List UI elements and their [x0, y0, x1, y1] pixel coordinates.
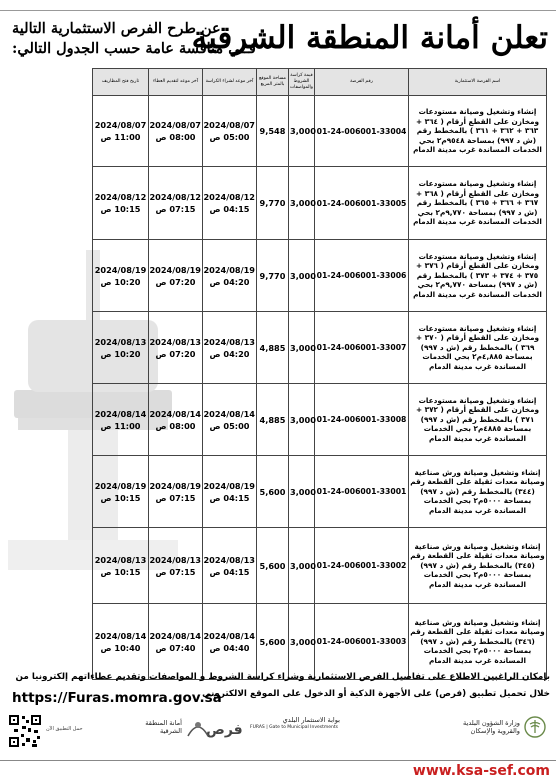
d3-time: 11:00 ص — [100, 132, 141, 142]
cell-area: 9,548 — [257, 96, 289, 167]
ministry-logo — [450, 716, 546, 738]
header-ref: رقم الفرصة — [315, 69, 409, 96]
header-d3: تاريخ فتح المظاريف — [93, 69, 149, 96]
furas-logo: فرص — [206, 722, 243, 738]
cell-d2 — [149, 528, 203, 604]
cell-area: 5,600 — [257, 604, 289, 680]
table-row — [93, 528, 547, 604]
cell-d3 — [93, 96, 149, 167]
logos-strip — [6, 712, 550, 754]
footer-notice — [6, 670, 550, 706]
d2-date: 2024/08/07 — [149, 120, 201, 130]
cell-ref: 01-24-006001-33002 — [315, 528, 409, 604]
cell-price: 3,000 — [289, 604, 315, 680]
cell-ref: 01-24-006001-33008 — [315, 384, 409, 456]
d2-date: 2024/08/14 — [149, 630, 201, 641]
opportunities-table — [92, 68, 547, 680]
d2-time: 07:20 ص — [155, 276, 196, 287]
d1-date: 2024/08/07 — [203, 120, 255, 130]
cell-d3 — [93, 384, 149, 456]
sub-title-2: فــي منافسة عامة حسب الجدول التالي: — [12, 40, 256, 57]
cell-desc: إنشاء وتشغيل وصيانة مستودعات ومخازن على القطع أرقام ( ٣٧٦ + ٣٧٥ + ٣٧٤ + ٣٧٣ ) بالمخطط رقم (ش د ٩٩٧) بمساحة ٩,٧٧٠م٢ بحي الخدمات المساندة غرب مدينة الدمام — [409, 240, 547, 312]
cell-area: 9,770 — [257, 240, 289, 312]
amanah-name: أمانة المنطقة الشرقية — [145, 719, 182, 735]
source-website: www.ksa-sef.com — [412, 763, 550, 779]
d1-date: 2024/08/14 — [203, 408, 255, 419]
cell-price: 3,000 — [289, 312, 315, 384]
header-d2: آخر موعد لتقديم العطاء — [149, 69, 203, 96]
d1-time: 04:15 ص — [209, 492, 250, 503]
cell-d1 — [203, 96, 257, 167]
footer-line-1: بإمكان الراغبين الاطلاع على تفاصيل الفرص الاستثمارية وشراء كراسة الشروط و المواصفات وتقديم عطاءاتهم إلكترونيا من — [15, 672, 550, 682]
cell-d2 — [149, 240, 203, 312]
d1-time: 04:15 ص — [209, 204, 250, 214]
qr-label: حمل التطبيق الآن — [46, 726, 83, 732]
d1-date: 2024/08/12 — [203, 192, 255, 202]
d3-time: 10:15 ص — [100, 204, 141, 214]
header-d1: آخر موعد لشراء الكراسة — [203, 69, 257, 96]
cell-d1 — [203, 528, 257, 604]
cell-d2 — [149, 384, 203, 456]
cell-ref: 01-24-006001-33003 — [315, 604, 409, 680]
d3-time: 10:15 ص — [100, 566, 141, 577]
d3-date: 2024/08/07 — [94, 120, 147, 130]
cell-d3 — [93, 528, 149, 604]
d2-time: 08:00 ص — [155, 420, 196, 431]
d2-time: 07:20 ص — [155, 348, 196, 359]
cell-d2 — [149, 96, 203, 167]
header-desc: اسم الفرصة الاستثمارية — [409, 69, 547, 96]
cell-price: 3,000 — [289, 240, 315, 312]
cell-ref: 01-24-006001-33007 — [315, 312, 409, 384]
cell-area: 5,600 — [257, 456, 289, 528]
d1-date: 2024/08/19 — [203, 480, 255, 491]
table-row — [93, 96, 547, 167]
cell-desc: إنشاء وتشغيل وصيانة ورش صناعية وصيانة معدات ثقيلة على القطعة رقم (٣٤٥) بالمخطط رقم (ش د ٩٩٧) بمساحة ٥٠٠٠م٢ بحي الخدمات المساندة غرب مدينة الدمام — [409, 528, 547, 604]
d2-date: 2024/08/14 — [149, 408, 201, 419]
d2-time: 07:15 ص — [155, 492, 196, 503]
portal-name-en: FURAS | Gate to Municipal Investments — [250, 725, 338, 730]
cell-desc: إنشاء وتشغيل وصيانة مستودعات ومخازن على القطع أرقام ( ٣٧٠ + ٣٦٩ ) بالمخطط رقم (ش د ٩٩٧) بمساحة ٤,٨٨٥م٢ بحي الخدمات المساندة غرب مدينة الدمام — [409, 312, 547, 384]
portal-logo — [250, 716, 340, 732]
d3-time: 11:00 ص — [100, 420, 141, 431]
palm-emblem-icon — [524, 716, 546, 738]
cell-d3 — [93, 456, 149, 528]
ad-header — [6, 14, 550, 66]
d3-date: 2024/08/19 — [94, 264, 147, 275]
footer-line-2: خلال تحميل تطبيق (فرص) على الأجهزة الذكية أو الدخول على الموقع الالكتروني — [202, 689, 550, 699]
cell-desc: إنشاء وتشغيل وصيانة مستودعات ومخازن على القطع أرقام ( ٣٧٢ + ٣٧١ ) بالمخطط رقم (ش د ٩٩٧) بمساحة ٤٨٨٥م٢ بحي الخدمات المساندة غرب مدينة الدمام — [409, 384, 547, 456]
d1-time: 04:15 ص — [209, 566, 250, 577]
cell-d2 — [149, 312, 203, 384]
portal-name: بوابة الاستثمار البلدي — [282, 716, 340, 724]
table-row — [93, 167, 547, 240]
table-row — [93, 384, 547, 456]
d2-time: 07:15 ص — [155, 204, 196, 214]
d1-time: 04:20 ص — [209, 276, 250, 287]
cell-area: 4,885 — [257, 312, 289, 384]
cell-d2 — [149, 456, 203, 528]
d2-date: 2024/08/12 — [149, 192, 201, 202]
d2-date: 2024/08/13 — [149, 554, 201, 565]
cell-area: 9,770 — [257, 167, 289, 240]
table-row — [93, 312, 547, 384]
cell-price: 3,000 — [289, 167, 315, 240]
cell-d1 — [203, 456, 257, 528]
table-row — [93, 240, 547, 312]
main-title: تعلن أمانة المنطقة الشرقية — [191, 20, 548, 56]
cell-ref: 01-24-006001-33006 — [315, 240, 409, 312]
d3-date: 2024/08/13 — [94, 336, 147, 347]
cell-d3 — [93, 604, 149, 680]
cell-d1 — [203, 604, 257, 680]
cell-desc: إنشاء وتشغيل وصيانة مستودعات ومخازن على القطع أرقام ( ٣٦٨ + ٣٦٧ + ٣٦٦ + ٣٦٥ ) بالمخطط رقم (ش د ٩٩٧) بمساحة ٩,٧٧٠م٢ بحي الخدمات المساندة غرب مدينة الدمام — [409, 167, 547, 240]
d3-time: 10:15 ص — [100, 492, 141, 503]
ministry-name: وزارة الشؤون البلدية والقروية والإسكان — [462, 719, 520, 735]
furas-url-link[interactable]: https://Furas.momra.gov.sa — [12, 690, 222, 706]
sub-title-1: عن طرح الفرص الاستثمارية التالية — [12, 20, 221, 37]
amanah-logo — [124, 716, 210, 738]
d3-date: 2024/08/19 — [94, 480, 147, 491]
d2-date: 2024/08/13 — [149, 336, 201, 347]
cell-d3 — [93, 240, 149, 312]
header-area: مساحة الموقع بالمتر المربع — [257, 69, 289, 96]
cell-ref: 01-24-006001-33004 — [315, 96, 409, 167]
d2-time: 07:15 ص — [155, 566, 196, 577]
d2-time: 08:00 ص — [155, 132, 196, 142]
header-price: قيمة كراسة الشروط والمواصفات — [289, 69, 315, 96]
qr-code-icon[interactable] — [8, 714, 42, 748]
divider — [0, 760, 556, 761]
d3-date: 2024/08/14 — [94, 630, 147, 641]
d1-date: 2024/08/19 — [203, 264, 255, 275]
table-header-row — [93, 69, 547, 96]
cell-area: 5,600 — [257, 528, 289, 604]
cell-d1 — [203, 240, 257, 312]
d3-time: 10:40 ص — [100, 642, 141, 653]
d3-date: 2024/08/14 — [94, 408, 147, 419]
d2-date: 2024/08/19 — [149, 264, 201, 275]
cell-d1 — [203, 384, 257, 456]
d1-date: 2024/08/13 — [203, 336, 255, 347]
d3-date: 2024/08/12 — [94, 192, 147, 202]
d1-date: 2024/08/14 — [203, 630, 255, 641]
table-row — [93, 604, 547, 680]
cell-desc: إنشاء وتشغيل وصيانة ورش صناعية وصيانة معدات ثقيلة على القطعة رقم (٣٤٦) بالمخطط رقم (ش د ٩٩٧) بمساحة ٥٠٠٠م٢ بحي الخدمات المساندة غرب مدينة الدمام — [409, 604, 547, 680]
cell-d2 — [149, 167, 203, 240]
cell-price: 3,000 — [289, 528, 315, 604]
d3-time: 10:20 ص — [100, 276, 141, 287]
cell-desc: إنشاء وتشغيل وصيانة ورش صناعية وصيانة معدات ثقيلة على القطعة رقم (٣٤٤) بالمخطط رقم (ش د ٩٩٧) بمساحة ٥٠٠٠م٢ بحي الخدمات المساندة غرب مدينة الدمام — [409, 456, 547, 528]
cell-d2 — [149, 604, 203, 680]
amanah-emblem-icon — [186, 716, 210, 738]
cell-price: 3,000 — [289, 96, 315, 167]
table-row — [93, 456, 547, 528]
cell-d1 — [203, 312, 257, 384]
cell-ref: 01-24-006001-33001 — [315, 456, 409, 528]
cell-d3 — [93, 167, 149, 240]
cell-d1 — [203, 167, 257, 240]
d3-date: 2024/08/13 — [94, 554, 147, 565]
cell-d3 — [93, 312, 149, 384]
d1-time: 05:00 ص — [209, 132, 250, 142]
cell-ref: 01-24-006001-33005 — [315, 167, 409, 240]
d2-date: 2024/08/19 — [149, 480, 201, 491]
d1-date: 2024/08/13 — [203, 554, 255, 565]
d1-time: 05:00 ص — [209, 420, 250, 431]
cell-price: 3,000 — [289, 384, 315, 456]
top-strip — [0, 0, 556, 11]
cell-area: 4,885 — [257, 384, 289, 456]
d3-time: 10:20 ص — [100, 348, 141, 359]
d2-time: 07:40 ص — [155, 642, 196, 653]
cell-desc: إنشاء وتشغيل وصيانة مستودعات ومخازن على القطع أرقام ( ٣٦٤ + ٣٦٣ + ٣٦٢ + ٣٦١ ) بالمخطط رقم (ش د ٩٩٧) بمساحة ٩٥٤٨م٢ بحي الخدمات المساندة غرب مدينة الدمام — [409, 96, 547, 167]
cell-price: 3,000 — [289, 456, 315, 528]
d1-time: 04:20 ص — [209, 348, 250, 359]
d1-time: 04:40 ص — [209, 642, 250, 653]
